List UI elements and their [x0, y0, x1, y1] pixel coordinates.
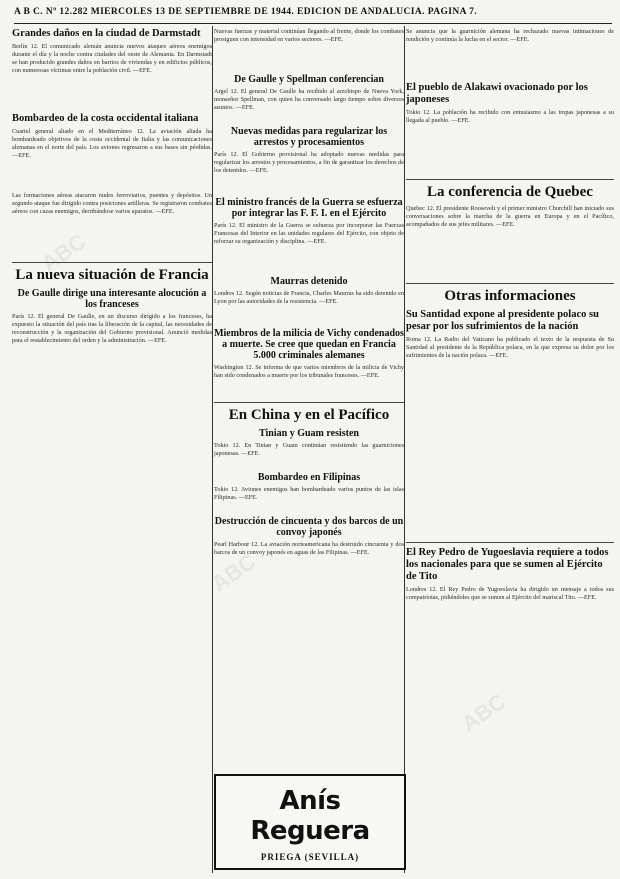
masthead: A B C. Nº 12.282 MIÉRCOLES 13 DE SEPTIEMBRE DE 1944. EDICION DE ANDALUCIA. PAGINA 7. [14, 7, 612, 24]
divider [406, 542, 614, 543]
article [406, 309, 614, 536]
section-headline: La nueva situación de Francia [15, 267, 209, 283]
article-body: Londres 12. El Rey Pedro de Yugoeslavia ha dirigido un mensaje a todos sus compatriotas, pidiéndoles que se sumen al Ejército del mariscal Tito. —EFE. [406, 586, 614, 601]
article [406, 28, 614, 76]
article-headline: Nuevas medidas para regularizar los arrestos y procesamientos [230, 126, 388, 148]
column-rule [404, 26, 405, 873]
section-headline: En China y en el Pacífico [228, 407, 390, 423]
article-body: Washington 12. Se informa de que varios miembros de la milicia de Vichy han sido condenados a muerte por los tribunales franceses. —EFE. [214, 364, 404, 379]
article [214, 428, 404, 466]
article-headline: Bombardeo de la costa occidental italiana [12, 113, 199, 124]
article-body: París 12. El Gobierno provisional ha adoptado nuevas medidas para regularizar los arrestos y procesamientos, a fin de garantizar los derechos de los detenidos. —EFE. [214, 151, 404, 174]
article-headline: El ministro francés de la Guerra se esfuerza por integrar las F. F. I. en el Ejército [215, 197, 403, 219]
article [406, 184, 614, 277]
article [214, 516, 404, 581]
article-body: Tokio 12. La población ha recibido con entusiasmo a las tropas japonesas a su llegada al pueblo. —EFE. [406, 109, 614, 124]
article [12, 267, 212, 377]
column-rule [212, 26, 213, 873]
article-body: Berlín 12. El comunicado alemán anuncia nuevos ataques aéreos enemigos durante el día y la noche contra ciudades del oeste de Alemania. En Darmstadt se han producido grandes daños en barrios de viviendas y en edificios públicos, con numerosas víctimas entre la población civil. —EFE. [12, 43, 212, 74]
column-1 [12, 28, 212, 871]
article-headline: Miembros de la milicia de Vichy condenados a muerte. Se cree que quedan en Francia 5.000 criminales alemanes [214, 328, 404, 361]
article-headline: Destrucción de cincuenta y dos barcos de un convoy japonés [214, 516, 404, 538]
article [214, 74, 404, 120]
column-3 [406, 28, 614, 871]
section-headline: La conferencia de Quebec [427, 184, 593, 200]
ad-brand: Anís Reguera [250, 786, 370, 846]
divider [214, 402, 404, 403]
advertisement [214, 774, 406, 870]
article-body: París 12. El ministro de la Guerra se esfuerza por incorporar las Fuerzas Francesas del Interior en las unidades regulares del Ejército, con objeto de reforzar su organización y disciplina. —EFE. [214, 222, 404, 245]
article [214, 197, 404, 270]
article-body: Tokio 12. En Tinian y Guam continúan resistiendo las guarniciones japonesas. —EFE. [214, 442, 404, 457]
article [12, 28, 212, 107]
article-headline: Maurras detenido [270, 276, 348, 287]
article-headline: Grandes daños en la ciudad de Darmstadt [12, 28, 201, 39]
article [214, 328, 404, 396]
article-body: Cuartel general aliado en el Mediterráneo 12. La aviación aliada ha bombardeado objetivos de la costa occidental de Italia y las comunicaciones alemanas en el norte del país. Los aviones regresaron a sus bases sin pérdidas. —EFE. [12, 128, 212, 159]
article-headline: El pueblo de Alakawi ovacionado por los japoneses [406, 82, 588, 105]
article [214, 28, 404, 68]
article-body: Argel 12. El general De Gaulle ha recibido al arzobispo de Nueva York, monseñor Spellman, con quien ha conversado largo tiempo sobre diversos asuntos. —EFE. [214, 88, 404, 111]
article [214, 472, 404, 510]
watermark: ABC [456, 688, 511, 737]
divider [406, 283, 614, 284]
watermark: ABC [36, 228, 91, 277]
article-body: Pearl Harbour 12. La aviación norteamericana ha destruido cincuenta y dos barcos de un convoy japonés en aguas de las Filipinas. —EFE. [214, 541, 404, 556]
article-headline: El Rey Pedro de Yugoeslavia requiere a todos los nacionales para que se sumen al Ejército de Tito [406, 547, 609, 582]
article-headline: Bombardeo en Filipinas [257, 472, 361, 483]
article-subheadline: De Gaulle dirige una interesante alocución a los franceses [17, 288, 207, 310]
article-body: Quebec 12. El presidente Roosevelt y el primer ministro Churchill han iniciado sus conversaciones sobre la marcha de la guerra en Europa y en el Pacífico, acompañados de sus jefes militares. —EFE. [406, 205, 614, 228]
article [406, 547, 614, 706]
article-body: Nuevas fuerzas y material continúan llegando al frente, donde los combates prosiguen con intensidad en varios sectores. —EFE. [214, 28, 404, 43]
article [214, 276, 404, 322]
ad-location: PRIEGA (SEVILLA) [260, 852, 360, 862]
divider [406, 179, 614, 180]
article-body: Londres 12. Según noticias de Francia, Charles Maurras ha sido detenido en Lyon por las autoridades de la resistencia. —EFE. [214, 290, 404, 305]
article [406, 82, 614, 173]
watermark: ABC [206, 548, 261, 597]
article-headline: Tinian y Guam resisten [259, 428, 359, 439]
article [12, 113, 212, 256]
article-headline: Su Santidad expone al presidente polaco su pesar por los sufrimientos de la nación [406, 309, 599, 332]
article-body: Roma 12. La Radio del Vaticano ha publicado el texto de la respuesta de Su Santidad al presidente de la República polaca, en la que expresa su dolor por los sufrimientos de la nación polaca. —EFE. [406, 336, 614, 359]
article-body: Se anuncia que la guarnición alemana ha rechazado nuevas intimaciones de rendición y continúa la lucha en el sector. —EFE. [406, 28, 614, 43]
article-headline: De Gaulle y Spellman conferencian [234, 74, 384, 85]
divider [12, 262, 212, 263]
article-body: París 12. El general De Gaulle, en un discurso dirigido a los franceses, ha expuesto la situación del país tras la liberación de la capital, las necesidades de reconstrucción y la organización del Gobierno provisional. Anunció medidas para el restablecimiento del orden y la administración. —EFE. [12, 313, 212, 344]
article [214, 126, 404, 191]
article-body: Las formaciones aéreas atacaron nudos ferroviarios, puentes y depósitos. Un segundo ataque fue dirigido contra posiciones artilleras. Se registraron combates aéreos con cazas enemigos, derribándose varios aparatos. —EFE. [12, 192, 212, 215]
article-body: Tokio 12. Aviones enemigos han bombardeado varios puntos de las islas Filipinas. —EFE. [214, 486, 404, 501]
section-headline: Otras informaciones [444, 288, 576, 304]
column-2 [214, 28, 404, 871]
